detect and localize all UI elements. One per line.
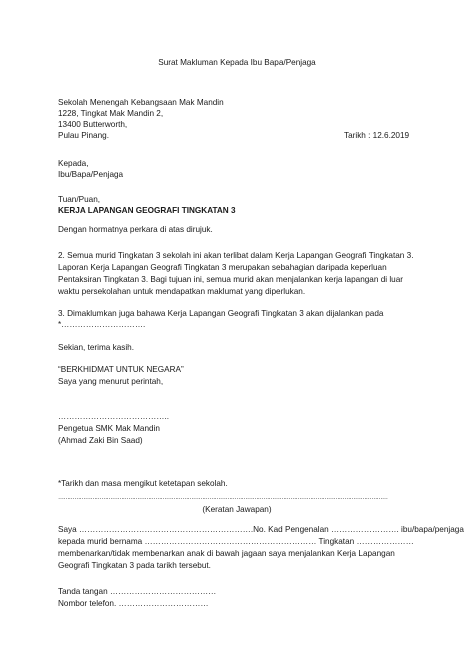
paragraph-3-line-1: 3. Dimaklumkan juga bahawa Kerja Lapangan Geografi Tingkatan 3 akan dijalankan pada: [58, 309, 384, 318]
reply-line-2: kepada murid bernama ……………………………………………………… Tingkatan …………………: [58, 537, 414, 546]
letter-date: Tarikh : 12.6.2019: [344, 131, 410, 140]
signatory-name: (Ahmad Zaki Bin Saad): [58, 436, 143, 445]
signatory-position: Pengetua SMK Mak Mandin: [58, 424, 160, 433]
salutation: Tuan/Puan,: [58, 195, 101, 204]
letter-subject: KERJA LAPANGAN GEOGRAFI TINGKATAN 3: [58, 206, 236, 215]
signature-line: …………………………………..: [58, 412, 169, 421]
address-line-3: Pulau Pinang.: [58, 131, 109, 140]
phone-field: Nombor telefon. ……………………………: [58, 599, 209, 608]
closing-text: Sekian, terima kasih.: [58, 343, 134, 352]
reply-line-3: membenarkan/tidak membenarkan anak di bawah jagaan saya menjalankan Kerja Lapangan: [58, 549, 395, 558]
reply-line-1: Saya ……………………………………………………….No. Kad Pengenalan ……………………. ibu/bapa/penjaga: [58, 525, 464, 534]
reply-slip-header: (Keratan Jawapan): [202, 505, 272, 514]
paragraph-3-line-2: *………………………….: [58, 320, 146, 329]
motto: “BERKHIDMAT UNTUK NEGARA”: [58, 365, 184, 374]
paragraph-1: Dengan hormatnya perkara di atas dirujuk.: [58, 225, 213, 234]
school-name: Sekolah Menengah Kebangsaan Mak Mandin: [58, 98, 224, 107]
paragraph-2-line-3: Pentaksiran Tingkatan 3. Bagi tujuan ini, semua murid akan menjalankan kerja lapangan di luar: [58, 275, 403, 284]
recipient-line-1: Kepada,: [58, 159, 89, 168]
address-line-2: 13400 Butterworth,: [58, 120, 128, 129]
letter-title: Surat Makluman Kepada Ibu Bapa/Penjaga: [158, 58, 316, 67]
obey-line: Saya yang menurut perintah,: [58, 377, 164, 386]
recipient-line-2: Ibu/Bapa/Penjaga: [58, 170, 124, 179]
paragraph-2-line-2: Laporan Kerja Lapangan Geografi Tingkatan 3 merupakan sebahagian daripada keperluan: [58, 263, 387, 272]
paragraph-2-line-1: 2. Semua murid Tingkatan 3 sekolah ini akan terlibat dalam Kerja Lapangan Geografi Tingkatan 3.: [58, 251, 414, 260]
footnote: *Tarikh dan masa mengikut ketetapan sekolah.: [58, 479, 228, 488]
cut-line: …………………………………………………………………………………………………………………………………………………………………: [58, 495, 388, 501]
address-line-1: 1228, Tingkat Mak Mandin 2,: [58, 109, 164, 118]
reply-line-4: Geografi Tingkatan 3 pada tarikh tersebut.: [58, 561, 211, 570]
paragraph-2-line-4: waktu persekolahan untuk mendapatkan maklumat yang diperlukan.: [58, 287, 306, 296]
signature-field: Tanda tangan …………………………………: [58, 587, 217, 596]
